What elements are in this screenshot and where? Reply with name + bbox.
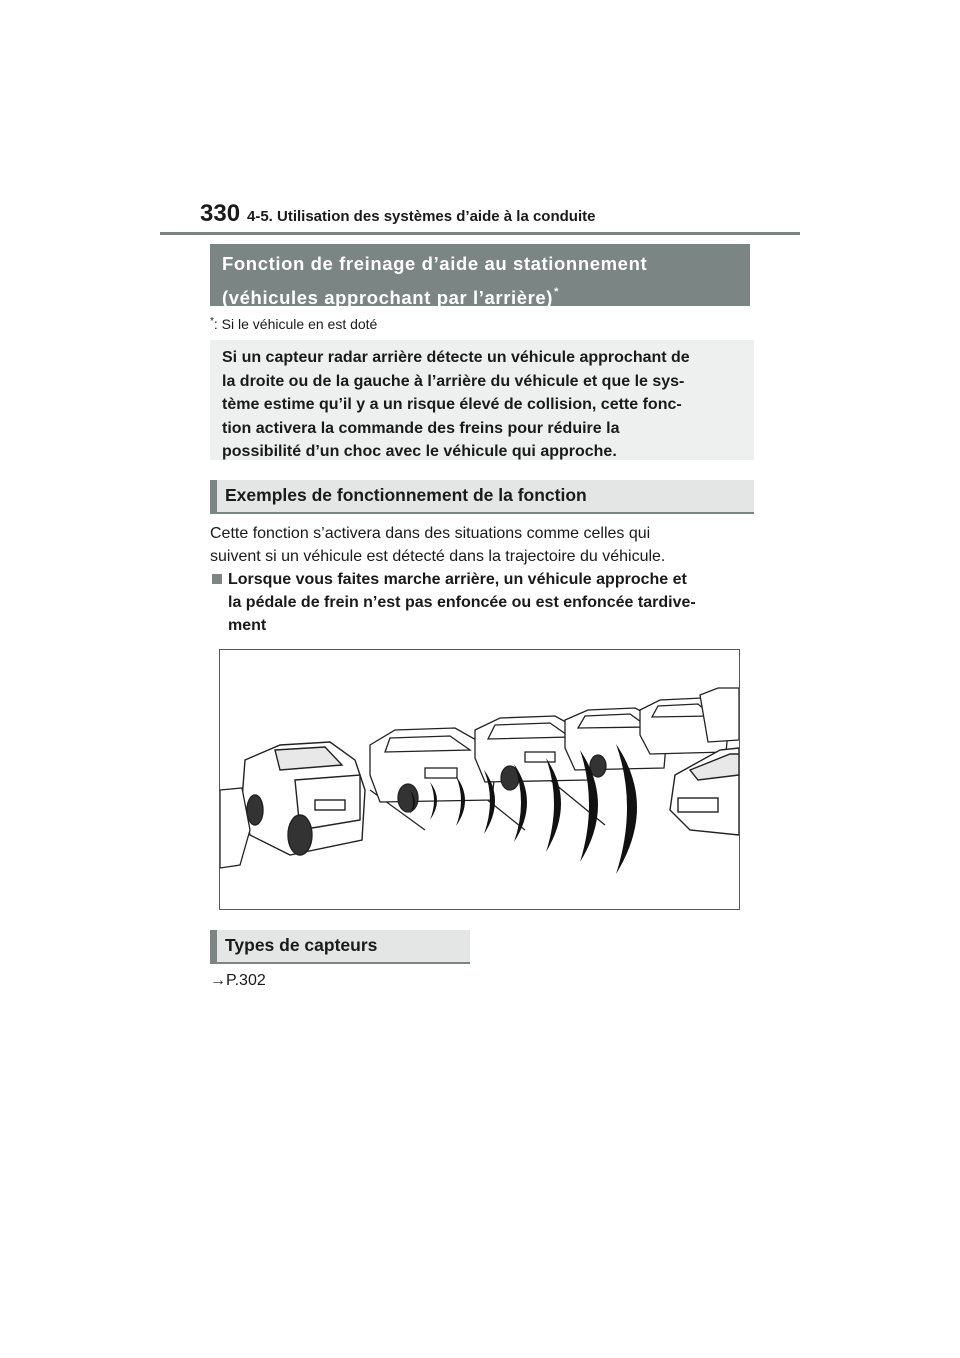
body-line: suivent si un véhicule est détecté dans la trajectoire du véhicule. (210, 548, 666, 565)
footnote (210, 316, 377, 332)
body-line: Cette fonction s’activera dans des situations comme celles qui (210, 525, 651, 542)
section-header: 4-5. Utilisation des systèmes d’aide à la conduite (247, 208, 596, 225)
intro-line: tion activera la commande des freins pour réduire la (222, 419, 620, 437)
footnote-text: : Si le véhicule en est doté (213, 316, 378, 332)
subheading-sensor-types: Types de capteurs (210, 930, 470, 964)
title-asterisk: * (554, 286, 559, 298)
main-title-line-2-text: (véhicules approchant par l’arrière) (222, 287, 554, 308)
page-reference-link[interactable]: →P.302 (210, 972, 266, 989)
intro-line: tème estime qu’il y a un risque élevé de collision, cette fonc- (222, 396, 682, 413)
bullet-square-icon (212, 574, 222, 584)
intro-line: la droite ou de la gauche à l’arrière du véhicule et que le sys- (222, 372, 685, 390)
approaching-car (670, 748, 739, 835)
main-title-line-2 (222, 278, 738, 312)
footnote-asterisk: * (210, 316, 214, 327)
intro-line: possibilité d’un choc avec le véhicule qui approche. (222, 443, 617, 460)
main-title-box (210, 244, 750, 306)
body-paragraph (210, 522, 755, 568)
subheading-examples: Exemples de fonctionnement de la fonction (210, 480, 754, 514)
reversing-suv (242, 742, 365, 855)
main-title-line-1: Fonction de freinage d’aide au stationnement (222, 253, 648, 274)
page-number: 330 (200, 200, 241, 227)
intro-box (210, 340, 754, 460)
bullet-line: ment (228, 617, 267, 634)
parking-illustration-svg (220, 650, 739, 909)
bullet-line: Lorsque vous faites marche arrière, un véhicule approche et (228, 571, 687, 588)
intro-line: Si un capteur radar arrière détecte un véhicule approchant de (222, 349, 690, 366)
bullet-line: la pédale de frein n’est pas enfoncée ou est enfoncée tardive- (228, 594, 696, 611)
parking-illustration (219, 649, 740, 910)
header-rule (160, 232, 800, 235)
bullet-item (210, 568, 755, 637)
